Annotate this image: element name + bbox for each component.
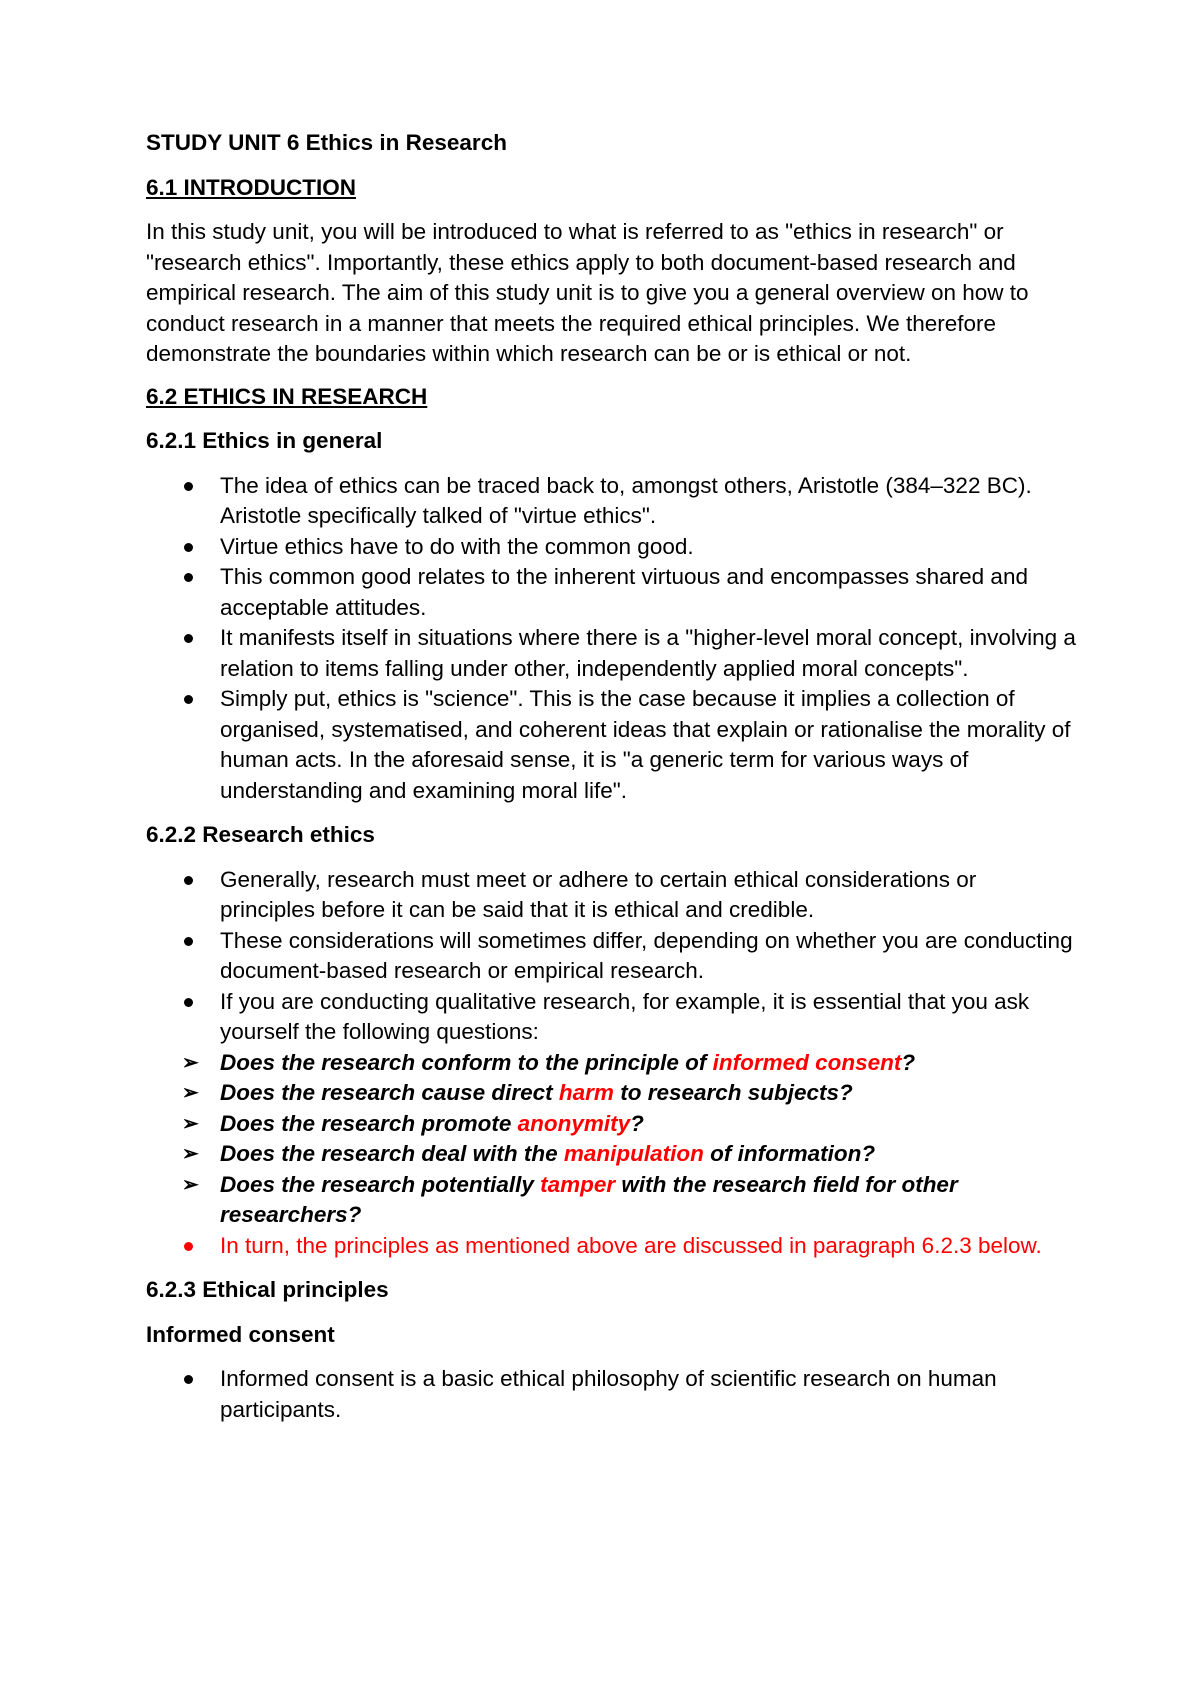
question-item xyxy=(146,1109,1076,1140)
bullet-icon xyxy=(184,998,193,1007)
list-item xyxy=(146,1364,1076,1425)
bullet-icon xyxy=(184,937,193,946)
question-keyword: tamper xyxy=(540,1171,616,1197)
intro-paragraph: In this study unit, you will be introduced to what is referred to as "ethics in research" or "research ethics". Importantly, these ethics apply to both document-based research and empirical research. The aim of this study unit is to give you a general overview on how to conduct research in a manner that meets the required ethical principles. We therefore demonstrate the boundaries within which research can be or is ethical or not. xyxy=(146,219,1029,366)
arrow-bullet-icon: ➢ xyxy=(182,1143,199,1165)
question-text: Does the research deal with the xyxy=(220,1141,564,1166)
bullet-icon xyxy=(184,482,193,491)
list-item xyxy=(146,865,1076,926)
list-item-text: Informed consent is a basic ethical philosophy of scientific research on human participants. xyxy=(220,1366,997,1422)
arrow-bullet-icon: ➢ xyxy=(182,1173,199,1196)
arrow-bullet-icon: ➢ xyxy=(182,1051,199,1074)
question-text-end: ? xyxy=(901,1049,916,1075)
question-text-end: of information? xyxy=(703,1141,876,1166)
bullet-icon xyxy=(184,573,193,582)
intro-heading: 6.1 INTRODUCTION xyxy=(146,174,357,200)
list-item-text: The idea of ethics can be traced back to, amongst others, Aristotle (384–322 BC). Aristotle specifically talked of "virtue ethics". xyxy=(220,472,1032,528)
question-text-end: with the research field for other researchers? xyxy=(220,1171,958,1227)
question-keyword: informed consent xyxy=(712,1049,902,1075)
list-item xyxy=(146,987,1076,1048)
document-page xyxy=(146,128,1076,1439)
question-text: Does the research promote xyxy=(220,1110,518,1136)
list-item xyxy=(146,471,1076,532)
bullet-icon xyxy=(184,543,193,552)
bullet-icon xyxy=(184,1242,193,1251)
list-item-text: Simply put, ethics is "science". This is the case because it implies a collection of organised, systematised, and coherent ideas that explain or rationalise the morality of human acts. In the aforesaid sense, it is "a generic term for various ways of understanding and examining moral life". xyxy=(220,686,1071,803)
subsection-heading-ethical-principles: 6.2.3 Ethical principles xyxy=(146,1277,389,1302)
bullet-icon xyxy=(184,1375,193,1384)
question-item xyxy=(146,1048,1076,1079)
bullet-icon xyxy=(184,876,193,885)
list-item xyxy=(146,532,1076,563)
list-item-text: These considerations will sometimes differ, depending on whether you are conducting document-based research or empirical research. xyxy=(220,927,1073,983)
question-text: Does the research conform to the principle of xyxy=(220,1049,713,1075)
list-item-text: In turn, the principles as mentioned above are discussed in paragraph 6.2.3 below. xyxy=(220,1232,1042,1258)
list-item-text: If you are conducting qualitative research, for example, it is essential that you ask yourself the following questions: xyxy=(220,988,1030,1044)
question-keyword: harm xyxy=(558,1080,614,1105)
question-text: Does the research cause direct xyxy=(220,1080,559,1105)
bullet-icon xyxy=(184,695,193,704)
question-text-end: to research subjects? xyxy=(613,1080,853,1105)
ethics-in-general-list xyxy=(146,471,1076,807)
list-item-text: It manifests itself in situations where there is a "higher-level moral concept, involving a relation to items falling under other, independently applied moral concepts". xyxy=(220,625,1076,681)
question-item xyxy=(146,1139,1076,1170)
list-item-text: This common good relates to the inherent virtuous and encompasses shared and acceptable attitudes. xyxy=(220,564,1028,620)
subheading-informed-consent: Informed consent xyxy=(146,1321,335,1347)
page-title: STUDY UNIT 6 Ethics in Research xyxy=(146,130,507,155)
question-text: Does the research potentially xyxy=(220,1171,541,1197)
list-item xyxy=(146,562,1076,623)
bullet-icon xyxy=(184,634,193,643)
question-item xyxy=(146,1170,1076,1231)
research-ethics-list xyxy=(146,865,1076,1262)
section-heading-ethics-in-research: 6.2 ETHICS IN RESEARCH xyxy=(146,383,428,409)
question-item xyxy=(146,1078,1076,1109)
list-item-text: Virtue ethics have to do with the common good. xyxy=(220,533,694,559)
list-item xyxy=(146,926,1076,987)
question-text-end: ? xyxy=(630,1110,644,1136)
arrow-bullet-icon: ➢ xyxy=(182,1082,199,1104)
list-item xyxy=(146,623,1076,684)
list-item-closing xyxy=(146,1231,1076,1262)
question-keyword: anonymity xyxy=(517,1110,631,1136)
question-keyword: manipulation xyxy=(563,1141,704,1166)
informed-consent-list xyxy=(146,1364,1076,1425)
list-item xyxy=(146,684,1076,806)
subsection-heading-research-ethics: 6.2.2 Research ethics xyxy=(146,822,375,847)
arrow-bullet-icon: ➢ xyxy=(182,1112,199,1135)
subsection-heading-ethics-in-general: 6.2.1 Ethics in general xyxy=(146,428,383,453)
list-item-text: Generally, research must meet or adhere to certain ethical considerations or principles before it can be said that it is ethical and credible. xyxy=(220,866,977,922)
